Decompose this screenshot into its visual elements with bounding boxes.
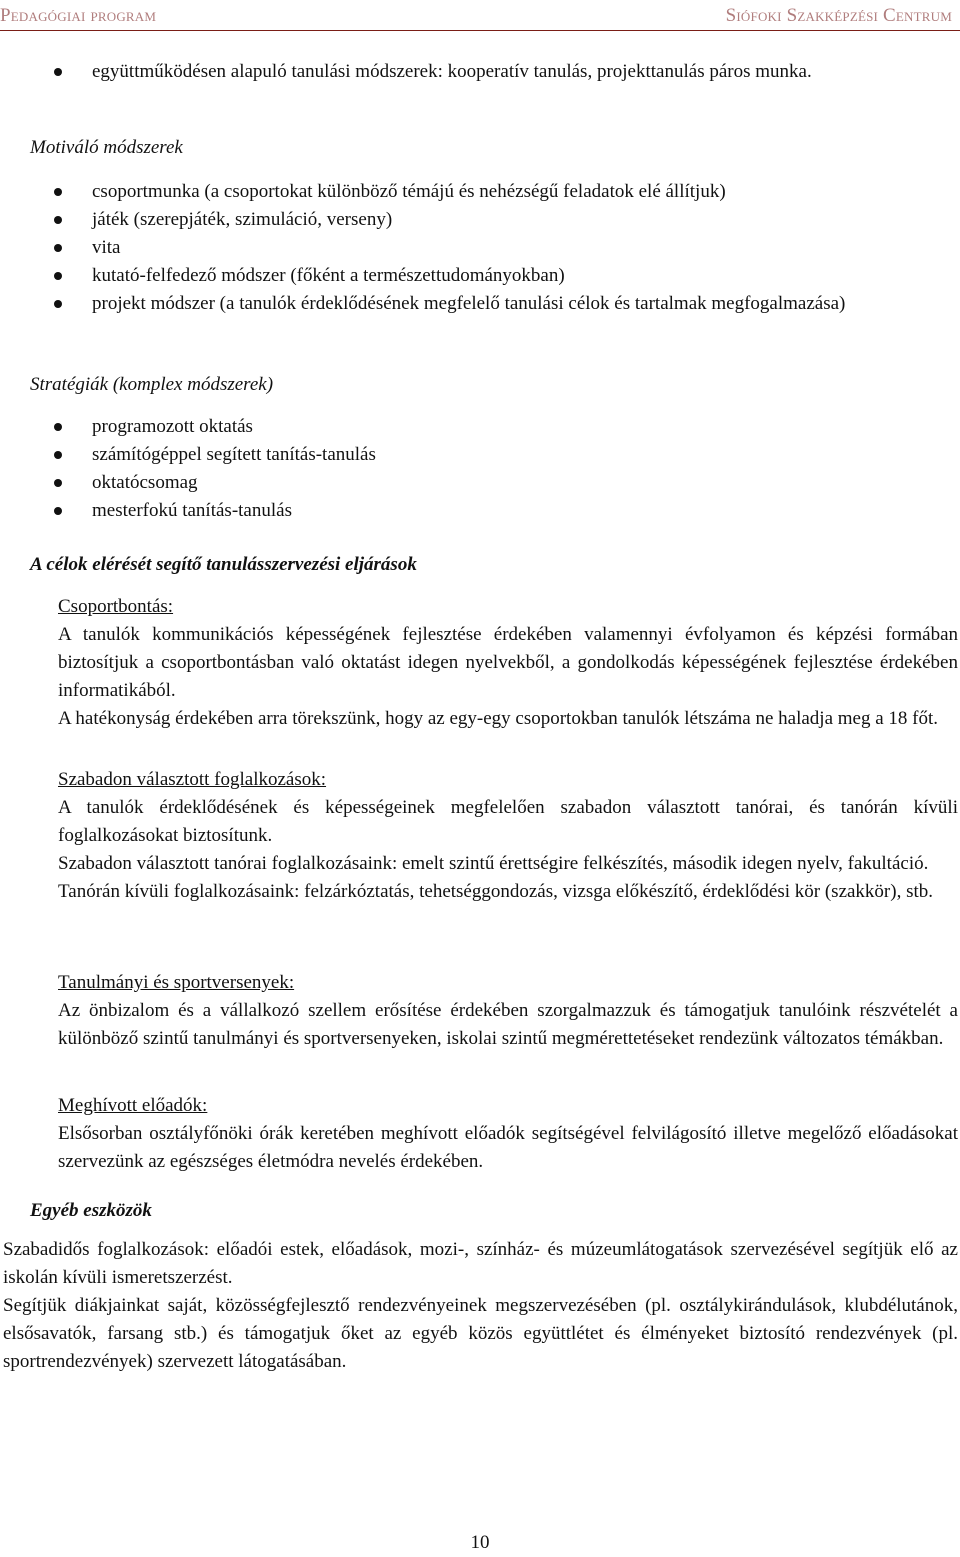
header-right-title: Siófoki Szakképzési Centrum (725, 5, 952, 26)
motivalo-heading: Motiváló módszerek (30, 137, 183, 158)
section-paragraph: Elsősorban osztályfőnöki órák keretében meghívott előadók segítségével felvilágosító illetve megelőző előadásokat szervezünk az egészséges életmódra nevelés érdekében. (58, 1123, 958, 1172)
motivalo-list (54, 178, 958, 318)
egyeb-paragraph-1: Szabadidős foglalkozások: előadói estek, előadások, mozi-, színház- és múzeumlátogatások szervezésével segítjük elő az iskolán kívüli ismeretszerzést. (3, 1239, 958, 1288)
bullet-icon (54, 507, 62, 515)
strategiak-list (54, 413, 958, 525)
bullet-icon (54, 188, 62, 196)
section-paragraph: Az önbizalom és a vállalkozó szellem erősítése érdekében szorgalmazzuk és támogatjuk tanulóink részvételét a különböző szintű tanulmányi és sportversenyeken, iskolai szintű megmérettetéseket rendezünk változatos témákban. (58, 1000, 958, 1049)
header-left-title: Pedagógiai program (0, 5, 157, 26)
list-item: számítógéppel segített tanítás-tanulás (54, 441, 958, 469)
egyeb-paragraph-2: Segítjük diákjainkat saját, közösségfejlesztő rendezvényeinek megszervezésében (pl. osztálykirándulások, klubdélutánok, elsősavatók, farsang stb.) és támogatjuk őket az egyéb közös együttlétet és élményeket biztosító rendezvények (pl. sportrendezvények) szervezett látogatásában. (3, 1295, 958, 1372)
page-number: 10 (470, 1532, 490, 1553)
section-heading: Szabadon választott foglalkozások: (58, 769, 327, 790)
section-eloadok (58, 1092, 958, 1176)
bullet-icon (54, 479, 62, 487)
bullet-icon (54, 216, 62, 224)
list-item: vita (54, 234, 958, 262)
section-heading: Meghívott előadók: (58, 1095, 208, 1116)
list-item: projekt módszer (a tanulók érdeklődésének megfelelő tanulási célok és tartalmak megfogalmazása) (54, 290, 958, 318)
intro-bullet-list (54, 58, 958, 86)
section-csoportbontas (58, 593, 958, 733)
bullet-icon (54, 272, 62, 280)
section-heading: Tanulmányi és sportversenyek: (58, 972, 295, 993)
section-paragraph: A tanulók érdeklődésének és képességeinek megfelelően szabadon választott tanórai, és tanórán kívüli foglalkozásokat biztosítunk. (58, 797, 958, 846)
egyeb-heading: Egyéb eszközök (30, 1200, 152, 1221)
section-paragraph: A tanulók kommunikációs képességének fejlesztése érdekében valamennyi évfolyamon és képzési formában biztosítjuk a csoportbontásban való oktatást idegen nyelvekből, a gondolkodás képességének fejlesztése érdekében informatikából. (58, 624, 958, 701)
list-item: oktatócsomag (54, 469, 958, 497)
section-paragraph: Tanórán kívüli foglalkozásaink: felzárkóztatás, tehetséggondozás, vizsga előkészítő, érdeklődési kör (szakkör), stb. (58, 881, 934, 902)
list-item: együttműködésen alapuló tanulási módszerek: kooperatív tanulás, projekttanulás páros munka. (54, 58, 958, 86)
section-szabadon (58, 766, 958, 906)
list-item: játék (szerepjáték, szimuláció, verseny) (54, 206, 958, 234)
bullet-icon (54, 68, 62, 76)
list-item: kutató-felfedező módszer (főként a természettudományokban) (54, 262, 958, 290)
section-paragraph: A hatékonyság érdekében arra törekszünk, hogy az egy-egy csoportokban tanulók létszáma ne haladja meg a 18 főt. (58, 708, 939, 729)
list-item: programozott oktatás (54, 413, 958, 441)
section-paragraph: Szabadon választott tanórai foglalkozásaink: emelt szintű érettségire felkészítés, második idegen nyelv, fakultáció. (58, 853, 929, 874)
page-header (0, 0, 960, 31)
strategiak-heading: Stratégiák (komplex módszerek) (30, 374, 274, 395)
section-versenyek (58, 969, 958, 1053)
bullet-icon (54, 423, 62, 431)
section-heading: Csoportbontás: (58, 596, 174, 617)
list-item: csoportmunka (a csoportokat különböző témájú és nehézségű feladatok elé állítjuk) (54, 178, 958, 206)
celok-heading: A célok elérését segítő tanulásszervezési eljárások (30, 554, 417, 575)
bullet-icon (54, 300, 62, 308)
bullet-icon (54, 244, 62, 252)
bullet-icon (54, 451, 62, 459)
list-item: mesterfokú tanítás-tanulás (54, 497, 958, 525)
